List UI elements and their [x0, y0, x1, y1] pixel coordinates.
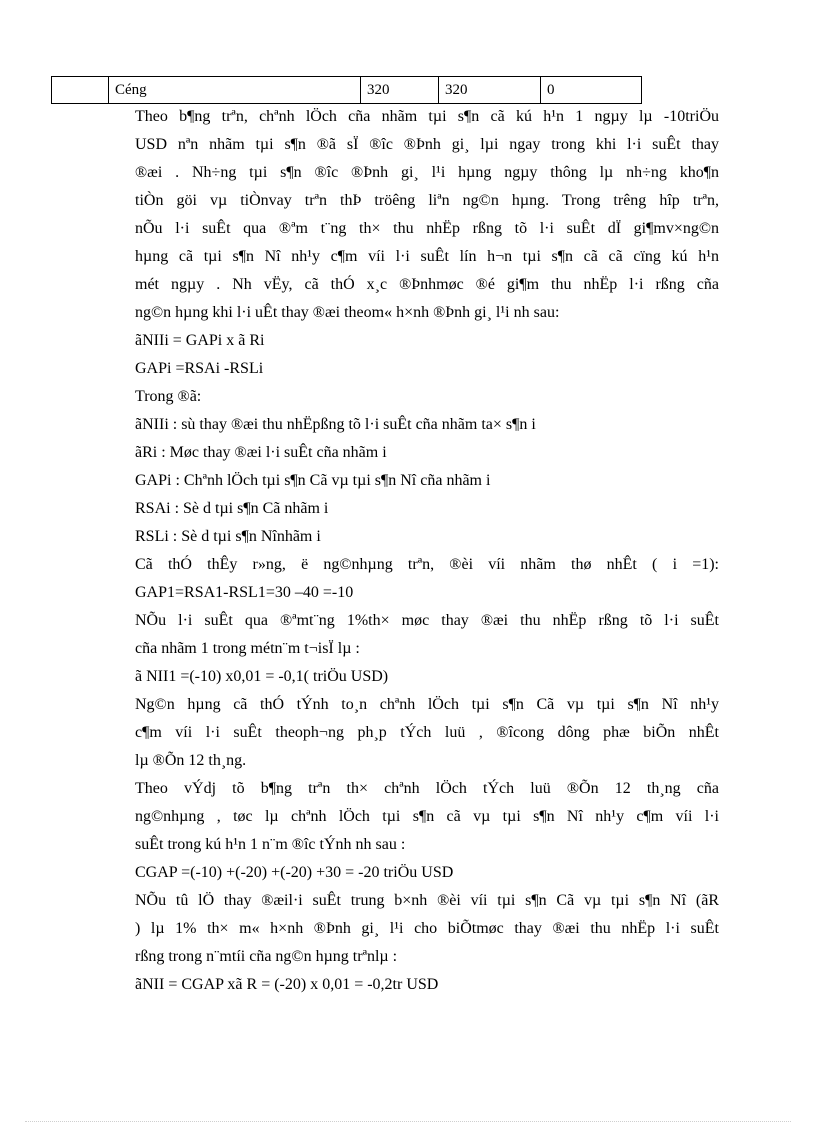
text-line: Ng©n hµng cã thÓ tÝnh to¸n chªnh lÖch tµi s¶n Cã vµ tµi s¶n Nî nh¹y	[135, 696, 719, 713]
text-line: Trong ®ã:	[135, 388, 202, 405]
page-footer-divider	[25, 1121, 791, 1122]
text-line: suÊt trong kú h¹n 1 n¨m ®îc tÝnh nh sau :	[135, 836, 406, 853]
text-line: mét ngµy . Nh vËy, cã thÓ x¸c ®Þnhmøc ®é gi¶m thu nhËp l·i rßng cña	[135, 276, 719, 293]
text-line: lµ ®Õn 12 th¸ng.	[135, 752, 247, 769]
text-line: Theo vÝdj tõ b¶ng trªn th× chªnh lÖch tÝch luü ®Õn 12 th¸ng cña	[135, 780, 719, 797]
text-line: ãNII = CGAP xã R = (-20) x 0,01 = -0,2tr USD	[135, 976, 439, 993]
text-line: ãNIIi : sù thay ®æi thu nhËpßng tõ l·i suÊt cña nhãm ta× s¶n i	[135, 416, 536, 433]
text-line: GAP1=RSA1-RSL1=30 –40 =-10	[135, 584, 354, 601]
text-line: ®æi . Nh÷ng tµi s¶n ®îc ®Þnh gi¸ l¹i hµng ngµy thông lµ nh÷ng kho¶n	[135, 164, 719, 181]
text-line: ãNIIi = GAPi x ã Ri	[135, 332, 265, 349]
table-row	[52, 77, 642, 104]
text-line: Cã thÓ thÊy r»ng, ë ng©nhµng trªn, ®èi víi nhãm thø nhÊt ( i =1):	[135, 556, 719, 573]
text-line: rßng trong n¨mtíi cña ng©n hµng trªnlµ :	[135, 948, 398, 965]
text-line: nÕu l·i suÊt qua ®ªm t¨ng th× thu nhËp rßng tõ l·i suÊt dÏ gi¶mv×ng©n	[135, 220, 719, 237]
text-line: ng©n hµng khi l·i uÊt thay ®æi theom« h×nh ®Þnh gi¸ l¹i nh sau:	[135, 304, 560, 321]
table-cell-value-3: 0	[541, 77, 642, 104]
text-line: CGAP =(-10) +(-20) +(-20) +30 = -20 triÖu USD	[135, 864, 454, 881]
text-line: ãRi : Møc thay ®æi l·i suÊt cña nhãm i	[135, 444, 387, 461]
table-cell-value-1: 320	[361, 77, 439, 104]
text-line: GAPi : Chªnh lÖch tµi s¶n Cã vµ tµi s¶n Nî cña nhãm i	[135, 472, 491, 489]
text-line: ) lµ 1% th× m« h×nh ®Þnh gi¸ l¹i cho biÕtmøc thay ®æi thu nhËp l·i suÊt	[135, 920, 719, 937]
text-line: hµng cã tµi s¶n Nî nh¹y c¶m víi l·i suÊt lín h¬n tµi s¶n cã cã cïng kú h¹n	[135, 248, 719, 265]
text-line: Theo b¶ng trªn, chªnh lÖch cña nhãm tµi s¶n cã kú h¹n 1 ngµy lµ -10triÖu	[135, 108, 719, 125]
text-line: RSLi : Sè d tµi s¶n Nînhãm i	[135, 528, 321, 545]
text-line: GAPi =RSAi -RSLi	[135, 360, 264, 377]
text-line: cña nhãm 1 trong métn¨m t¬isÏ lµ :	[135, 640, 360, 657]
body-text	[135, 103, 719, 999]
text-line: NÕu l·i suÊt qua ®ªmt¨ng 1%th× møc thay ®æi thu nhËp rßng tõ l·i suÊt	[135, 612, 719, 629]
table-cell-label: Céng	[109, 77, 361, 104]
text-line: USD nªn nhãm tµi s¶n ®ã sÏ ®îc ®Þnh gi¸ lµi ngay trong khi l·i suÊt thay	[135, 136, 719, 153]
summary-table	[51, 76, 642, 104]
text-line: NÕu tû lÖ thay ®æil·i suÊt trung b×nh ®èi víi tµi s¶n Cã vµ tµi s¶n Nî (ãR	[135, 892, 719, 909]
table-cell-blank	[52, 77, 109, 104]
text-line: ng©nhµng , tøc lµ chªnh lÖch tµi s¶n cã vµ tµi s¶n Nî nh¹y c¶m víi l·i	[135, 808, 719, 825]
text-line: tiÒn göi vµ tiÒnvay trªn thÞ tröêng liªn ng©n hµng. Trong trêng hîp trªn,	[135, 192, 719, 209]
text-line: ã NII1 =(-10) x0,01 = -0,1( triÖu USD)	[135, 668, 389, 685]
text-line: c¶m víi l·i suÊt theoph¬ng ph¸p tÝch luü , ®îcong dông phæ biÕn nhÊt	[135, 724, 719, 741]
text-line: RSAi : Sè d tµi s¶n Cã nhãm i	[135, 500, 329, 517]
table-cell-value-2: 320	[439, 77, 541, 104]
